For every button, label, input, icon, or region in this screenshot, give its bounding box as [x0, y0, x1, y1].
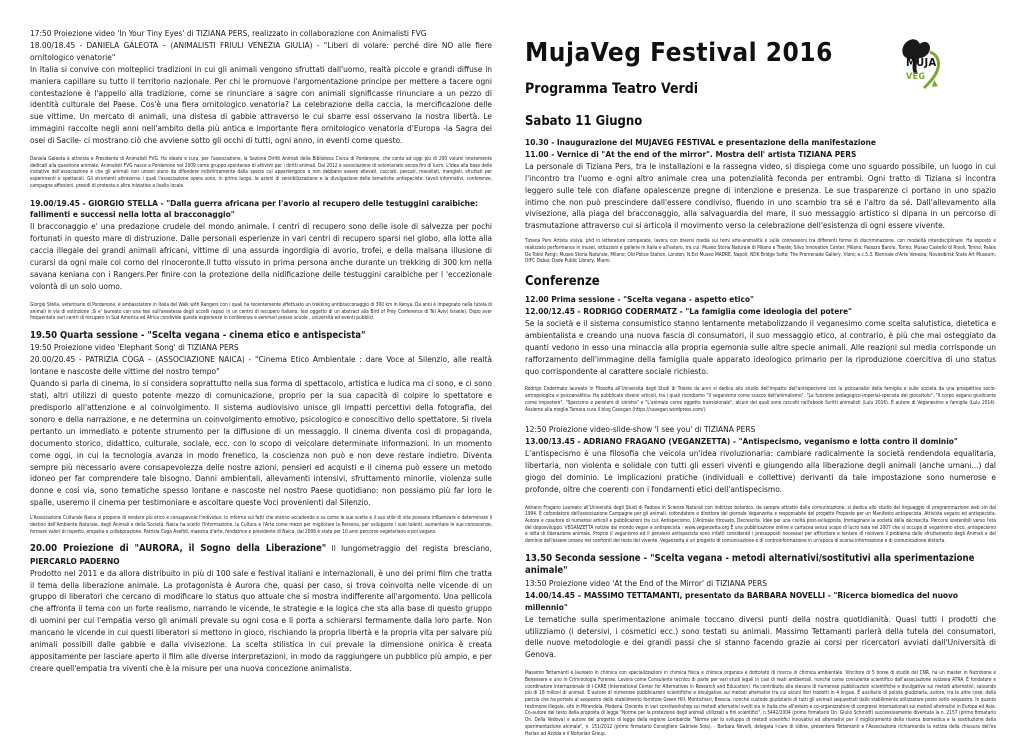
- event-video-end-mirror: 13:50 Proiezione video 'At the End of the Mirror' di TIZIANA PERS: [525, 577, 767, 588]
- event-stella-heading: 19.00/19.45 - GIORGIO STELLA - "Dalla guerra africana per l'avorio al recupero delle testuggini caraibiche: fallimenti e successi nella lotta al bracconaggio": [30, 197, 479, 220]
- event-coga-description: Quando si parla di cinema, lo si considera soprattutto nella sua forma di spettacolo, artistica e ludica ma ci sono, e ci sono stati, altri utilizzi di questo potente mezzo di comunicazione, proprio per la sua capacità di colpire lo spettatore e predisporlo all'attenzione e al coinvolgimento. Il sistema audiovisivo unisce gli impatti percettivi della fotografia, del sonoro e della narrazione, e ne determina un coinvolgimento emotivo, psicologico e conoscitivo dello spettatore. Si rivela pertanto un immediato e potente strumento per la diffusione di un messaggio. Il cinema diventa così di propaganda, documento storico, didattico, culturale, sociale, ecc. con lo scopo di veicolare determinate informazioni. In un momento come oggi, in cui la tecnologia avanza in modo frenetico, la coscienza non può e non deve restare indietro. Diventa sempre più necessario avere consapevolezza delle nostre azioni, pensieri ed acquisti e il cinema può essere un metodo idoneo per far comprendere tale bisogno. Danni ambientali, allevamenti intensivi, sfruttamento minorile, violenza sulle donne e così via, sono tematiche spesso lontane e nascoste nel nostro Paese quotidiano: non possiamo più far loro le spalle, useremo il cinema per testimoniare e ascoltare queste Voci provenienti dal Silenzio.: [30, 378, 492, 508]
- event-fragano-bio: Adriano Fragano Laureato all'Università degli Studi di Padova in Scienze Naturali con indirizzo botanico, da sempre attratto dalla comunicazione, si dedica allo studio del linguaggio di programmazione web sin dal 1994. È cofondatore dell'associazione Campagne per gli animali, cofondatore e direttore del giornale Veganzetta e responsabile del progetto Proposte per un Manifesto antispecista. Attivista vegano ed antispecista. Autore e coautore di numerosi articoli e pubblicazioni tra cui: Antispecismo, L'Animale ritrovato, Decrescita. Idee per una civiltà post-sviluppista, Immaginare la società della decrescita. Percorsi sostenibili verso l'età del doposviluppo. VEGANZETTA notizie dal mondo vegan e antispecista - www.veganzetta.org È una pubblicazione online e cartacea senza scopo di lucro nata nel 2007 che si occupa di veganismo etico, antispecismo e lotta di liberazione animale. Proprio il veganismo ed il pensiero antispecista sono infatti considerati i presupposti necessari per affrontare e tentare di risolvere il problema dello sfruttamento degli Animali e del dominio dell'essere umano nei confronti del resto del vivente. Veganzetta è un progetto di comunicazione e di controinformazione in un'epoca di scarsa informazione e di comunicazione distorta.: [525, 505, 996, 545]
- event-galeota-description: In Italia si convive con molteplici tradizioni in cui gli animali vengono sfruttati dall'uomo, realtà piccole e grandi diffuse in maniera capillare su tutto il territorio nazionale. Per chi le promuove l'argomentazione principe per mettere a tacere ogni contestazione è l'appello alla tradizione, come se rinunciare a sagre con animali significasse rinunciare a un pezzo di identità culturale del Paese. Cos'è una fiera ornitologico venatoria? La celebrazione della caccia, la mercificazione delle sue vittime. Un mercato di animali, una distesa di gabbie attraverso le cui sbarre essi osservano la nostra libertà. Le immagini raccolte negli anni nell'ambito della più antica e importante fiera ornitologico venatoria d'Europa -la Sagra dei osei di Sacile- ci mostrano ciò che avviene sotto gli occhi di tutti, ogni anno, in eventi come questo.: [30, 63, 492, 146]
- logo-veg: VEG: [906, 72, 926, 82]
- programme-subtitle: Programma Teatro Verdi: [525, 81, 699, 97]
- right-column: [525, 30, 996, 738]
- event-pers-bio: Tiziana Pers Artista visiva, phd in letterature comparate, lavora con diversi media sui temi arte-animalità e sulle connessioni tra differenti forme di discriminazione, con modalità interdisciplinare. Ha esposto e realizzato performance in musei, istituzioni e gallerie in Italia e all'estero, tra cui: Museo Storia Naturale di Milano e Trieste; Silvo Innovation Center, Milano; Palazzo Barolo, Torino; Museo Castello di Rivoli, Torino; Palais De Tokio Parigi; Museo Storia Naturale, Milano; Old Police Station, London; N.Est Museo MADRE, Napoli; NDK Bridge Sofia; The Promenade Gallery, Vlore; e.c.5.3. Biennale d'Arte Venezia; Novosibirsk State Art Museum; DIFC Dubai; Dade Public Library, Miami.: [525, 239, 996, 265]
- aurora-title: 20.00 Proiezione di "AURORA, il Sogno della Liberazione": [30, 543, 327, 555]
- event-codermatz-description: Se la società e il sistema consumistico stanno lentamente metabolizzando il veganesimo come scelta salutistica, dietetica e ambientalista e creando una nuova fascia di consumatori, il suo messaggio etico, al contrario, è più che mai osteggiato da quanti vedono in esso una minaccia alla propria egemonia sulle altre specie animali. Alle reazioni sul media corrisponde un rafforzamento dell'immagine della famiglia quale apparato ideologico primario per la riproduzione coercitiva di uno status quo corrispondente al carattere sociale richiesto.: [525, 317, 996, 376]
- event-pers-description: La personale di Tiziana Pers, tra le installazioni e la rassegna video, si dispiega come uno sguardo possibile, un luogo in cui l'incontro tra l'uomo e ogni altro animale crea una potenzialità feconda per entrambi. Ogni tratto di Tiziana si incontra leggero sulle tele con diafane opalescenze pregne di intenzione e presenza. Le sue trasparenze ci portano in uno spazio intimo che non può prescindere dall'essere condiviso, fluendo in uno scambio tra sé e l'altro da sé. Dall'allevamento alla vivisezione, alla piaga del bracconaggio, alla salvaguardia del mare, il suo messaggio artistico si dipana in un percorso di trasmutazione attraverso cui si articola il movimento verso la celebrazione dell'esistenza di ogni essere vivente.: [525, 160, 996, 231]
- event-video-i-see-you: 12:50 Proiezione video-slide-show 'I see you' di TIZIANA PERS: [525, 424, 756, 435]
- event-tettamanti-heading: 14.00/14.45 – MASSIMO TETTAMANTI, presentato da BARBARA NOVELLI - "Ricerca biomedica del nuovo millennio": [525, 589, 959, 612]
- event-video-tiny-eyes: 17:50 Proiezione video 'In Your Tiny Eyes' di TIZIANA PERS, realizzato in collaborazione con Animalisti FVG: [30, 28, 427, 38]
- session-four-heading: 19.50 Quarta sessione - "Scelta vegana - cinema etico e antispecista": [30, 329, 366, 341]
- event-galeota-bio: Daniela Galeota è attivista e Presidente di Animalisti FVG. Ha ideato e cura, per l'associazione, la Sezione Diritti Animali della Biblioteca Civica di Pordenone, che conta ad oggi più di 200 volumi interamente dedicati alla questione animale. Animalisti FVG nasce a Pordenone nel 2009 come gruppo spontaneo di attivisti per i diritti animali. Dal 2012 è associazione di volontariato senza fini di lucro. L'idea alla base delle iniziative dell'associazione è che gli animali non umani siano da difendere indistintamente dalla specie cui appartengono e non debbano essere allevati, cacciati, pescati, macellati, mangiati, sfruttati per esperimenti e spettacoli. Gli strumenti attraverso i quali l'associazione opera sono, in primo luogo, le azioni di sensibilizzazione e la divulgazione delle tematiche antispeciste: tavoli informativi, conferenze, campagne affissioni, presidi di protesta e altre iniziative a livello locale.: [30, 157, 492, 189]
- event-galeota-heading: 18.00/18.45 - DANIELA GALEOTA – (ANIMALISTI FRIULI VENEZIA GIULIA) - "Liberi di volare: perché dire NO alle fiere ornitologico venatorie": [30, 39, 492, 62]
- event-exhibition-opening: 11.00 - Vernice di "At the end of the mirror". Mostra dell' artista TIZIANA PERS: [525, 148, 857, 159]
- aurora-director: PIERCARLO PADERNO: [30, 555, 120, 566]
- event-aurora-description: Prodotto nel 2011 e da allora distribuito in più di 100 sale e festival italiani e internazionali, è uno dei primi film che tratta il tema della liberazione animale. La protagonista è Aurora che, quasi per caso, si trova coinvolta nelle vicende di un gruppo di liberatori che cercano di modificare lo status quo attuale che si mostra indifferente all'argomento. Una pellicola che affronta il tema con un forte realismo, narrando le vicende, le strategie e la logica che sta alla base di questo gruppo di uomini per cui l'empatia verso gli animali prevale su ogni cosa e li porta a schierarsi fermamente dalla loro parte. Non mancano le vicende in cui questi liberatori si mettono in gioco, rischiando la propria libertà e la propria vita per salvare più animali possibili dalle gabbie e dalla vivisezione. La scelta stilistica in cui prevale la dimensione onirica è creata appositamente per lasciare aperto il film alle diverse interpretazioni, in modo da raggiungere un pubblico più ampio, e per creare quell'empatia tra viventi che è la misure per una nuova concezione animalista.: [30, 567, 492, 673]
- event-aurora-heading: [30, 543, 492, 567]
- aurora-subtitle: Il lungometraggio del regista bresciano,: [326, 543, 492, 554]
- event-codermatz-heading: 12.00/12.45 - RODRIGO CODERMATZ - "La famiglia come ideologia del potere": [525, 305, 852, 316]
- event-coga-heading: 20.00/20.45 - PATRIZIA COGA – (ASSOCIAZIONE NAICA) - "Cinema Etico Ambientale : dare Voce al Silenzio, alle realtà lontane e nascoste delle vittime del nostro tempo": [30, 354, 492, 377]
- event-tettamanti-bio: Massimo Tettamanti è laureato in chimica con specializzazioni in chimica fisica e chimica organica e dottorato di ricerca in chimica ambientale. Vincitore di 5 borse di studio del CNR, ha un master in Nutrizione e Benessere e uno in Criminologia Forense. Lavora come Consulente tecnico di parte per vari studi legali in casi di reati ambientali, nonché come consulente scientifico dell'associazione svizzera ATRA. È fondatore e coordinatore internazionale di I-CARE (International Center for Alternatives in Research and Education). Ha contribuito alla stesura di numerose pubblicazioni scientifiche e divulgative sui metodi alternativi, salvando più di 18 milioni di animali. È autore di numerose pubblicazioni scientifiche e divulgative sui metodi alternativi tra cui alcuni libri tradotti in 4 lingue. È ausiliario di polizia giudiziaria, autore, tra le altre cose, della perizia che ha portato al sequestro dello stabilimento fornitore Green Hill, Montichiari, Brescia, nonché custode giudiziario di tutti gli animali sequestrati dallo stabilimento utilizzatore posto sotto sequestro. In quanto testimone illegale, sito in Mirandola, Modena. Docente in vari corsi/workshop sui metodi alternativi svolti sia in Italia che all'estero e co-organizzatore di congressi internazionali sui metodi alternativi in Europa ed Asia. Co-autore del testo della proposta di legge "Norme per la protezione degli animali utilizzati a fini scientifici", n.5442/2004 (primo firmatario On. Giulio Schmidt) successivamente diventata la n. 2157 (primo firmatario On. Della Vedova) e autore del progetto di legge della regione Lombardia "Norme per lo sviluppo di metodi scientifici innovativi ed alternativi per il miglioramento della ricerca biomedica e la sostituzione della sperimentazione animale", n. 151/2012 (primo firmatario Consigliere Gabriele Sola). - Barbara Novelli, delegata I-care di Udine, presenterà Tettamanti e l'Associazione richiamando la notizia della chiusura dell'ex Harlan ad Azzida e il Noharlan Group.: [525, 671, 996, 737]
- event-coga-bio: L'Associazione Culturale Naica si propone di rendere più etico e consapevole l'individuo: lo informa sui fatti che stanno accadendo e su come le sue scelte e il suo stile di vita possano influenzare e determinare il destino dell'Ambiente Naturale, degli Animali e della Società. Naica ha scelto l'Informazione, la Cultura e l'Arte come mezzi per migliorare la Persona, per sviluppare i suoi talenti, aumentare le sue conoscenze, formare valori di rispetto, empatia e collaborazione. Patrizia Coga Asefidi, maestra d'arte, fondatrice e presidente di Naica, dal 2006 è stata per 10 anni percorso vegetariano e poi vegano.: [30, 516, 492, 535]
- event-tettamanti-description: Le tematiche sulla sperimentazione animale toccano diversi punti della nostra quotidianità. Quasi tutti i prodotti che utilizziamo (i detersivi, i cosmetici ecc.) sono testati su animali. Massimo Tettamanti parlerà della tutela dei consumatori, delle nuove metodologie e dei grandi passi che si stanno facendo grazie ai corsi per ricercatori avviati dall'Università di Genova.: [525, 613, 996, 660]
- logo-text: [906, 56, 936, 82]
- programme-date: Sabato 11 Giugno: [525, 114, 643, 129]
- conferences-heading: Conferenze: [525, 274, 600, 290]
- session-two-heading: 13.50 Seconda sessione - "Scelta vegana - metodi alternativi/sostitutivi alla sperimentazione animale": [525, 552, 975, 577]
- festival-title: MujaVeg Festival 2016: [525, 38, 833, 68]
- event-stella-description: Il bracconaggio e' una predazione crudele del mondo animale. I centri di recupero sono delle isole di salvezza per pochi fortunati in questo mare di distruzione. Dalle personali esperienze in vari centri di recupero sparsi nel globo, alla lotta alla caccia illegale dei grandi animali africani, vittime di una assurda ingordigia di avorio, trofei, e della malsana illusione di curarsi da ogni male col corno del rinoceronte.Il tutto vissuto in prima persona anche durante un trekking di 300 km nella savana keniana con i Rangers.Per finire con la protezione della nidificazione delle testuggini caraibiche per l 'eccezionale volontà di un solo uomo.: [30, 221, 492, 291]
- session-one-heading: 12.00 Prima sessione - "Scelta vegana - aspetto etico": [525, 294, 754, 305]
- event-fragano-heading: 13.00/13.45 - ADRIANO FRAGANO (VEGANZETTA) - "Antispecismo, veganismo e lotta contro il dominio": [525, 436, 958, 447]
- event-fragano-description: L'antispecismo è una filosofia che veicola un'idea rivoluzionaria: cambiare radicalmente la società rendendola equalitaria, libertaria, non violenta e solidale con tutti gli esseri viventi e giungendo alla liberazione degli animali (anche umani...) dal giogo del dominio. Le implicazioni pratiche (individuali e collettive) derivanti da tale impostazione sono numerose e profonde, oltre che coerenti con i fondamenti etici dell'antispecismo.: [525, 448, 996, 494]
- logo-name: MUJA: [906, 56, 937, 69]
- event-video-elephant-song: 19:50 Proiezione video 'Elephant Song' di TIZIANA PERS: [30, 342, 239, 353]
- event-inauguration: 10.30 - Inaugurazione del MUJAVEG FESTIVAL e presentazione della manifestazione: [525, 137, 876, 147]
- event-codermatz-bio: Rodrigo Codermatz laureato in Filosofia all'Università degli Studi di Trieste da anni si dedica allo studio dell'impatto dell'antispecismo con la psicoanalisi della famiglia e sulle società da una prospettiva socio-antropologica e psicoanalitica. Ha pubblicato diversi articoli, tra i quali ricordiamo "Il veganismo come scacco dell'animalismo", "La funzione pedagogico-imperial-specista del giocattolo", "Il corpo vegano giudicante come impostore", "Specismo e pensiero di sinistra" e "L'animale come oggetto transizionale", alcuni dei quali sono raccolti nell'ebook Scritti animalisti (Lulu 2016). È autore di Veganesimo e famiglia (Lulu 2014). Assieme alla moglie Tamara cura il blog Cavegan (https://cavegan.wordpress.com/).: [525, 387, 996, 413]
- left-column: [30, 28, 492, 675]
- event-stella-bio: Giorgio Stella, veterinario di Pordenone, è ambasciatore in Italia del Walk with Rangers con i quali ha recentemente effettuato un trekking antibracconaggio di 300 km in Kenya. Da anni è impegnato nella tutela di animali in via di estinzione .Si e' laureato con una tesi sull'anestesia degli uccelli rapaci in un centro di recupero italiano, tesi oggetto di un abstract alla Bird of Prey Conference di Tel Aviv( Israele). Dopo aver frequentato vari centri di recupero in Sud America ed Africa condivide queste esperienze in conferenze e seminari presso scuole , università ed eventi pubblici.: [30, 302, 492, 322]
